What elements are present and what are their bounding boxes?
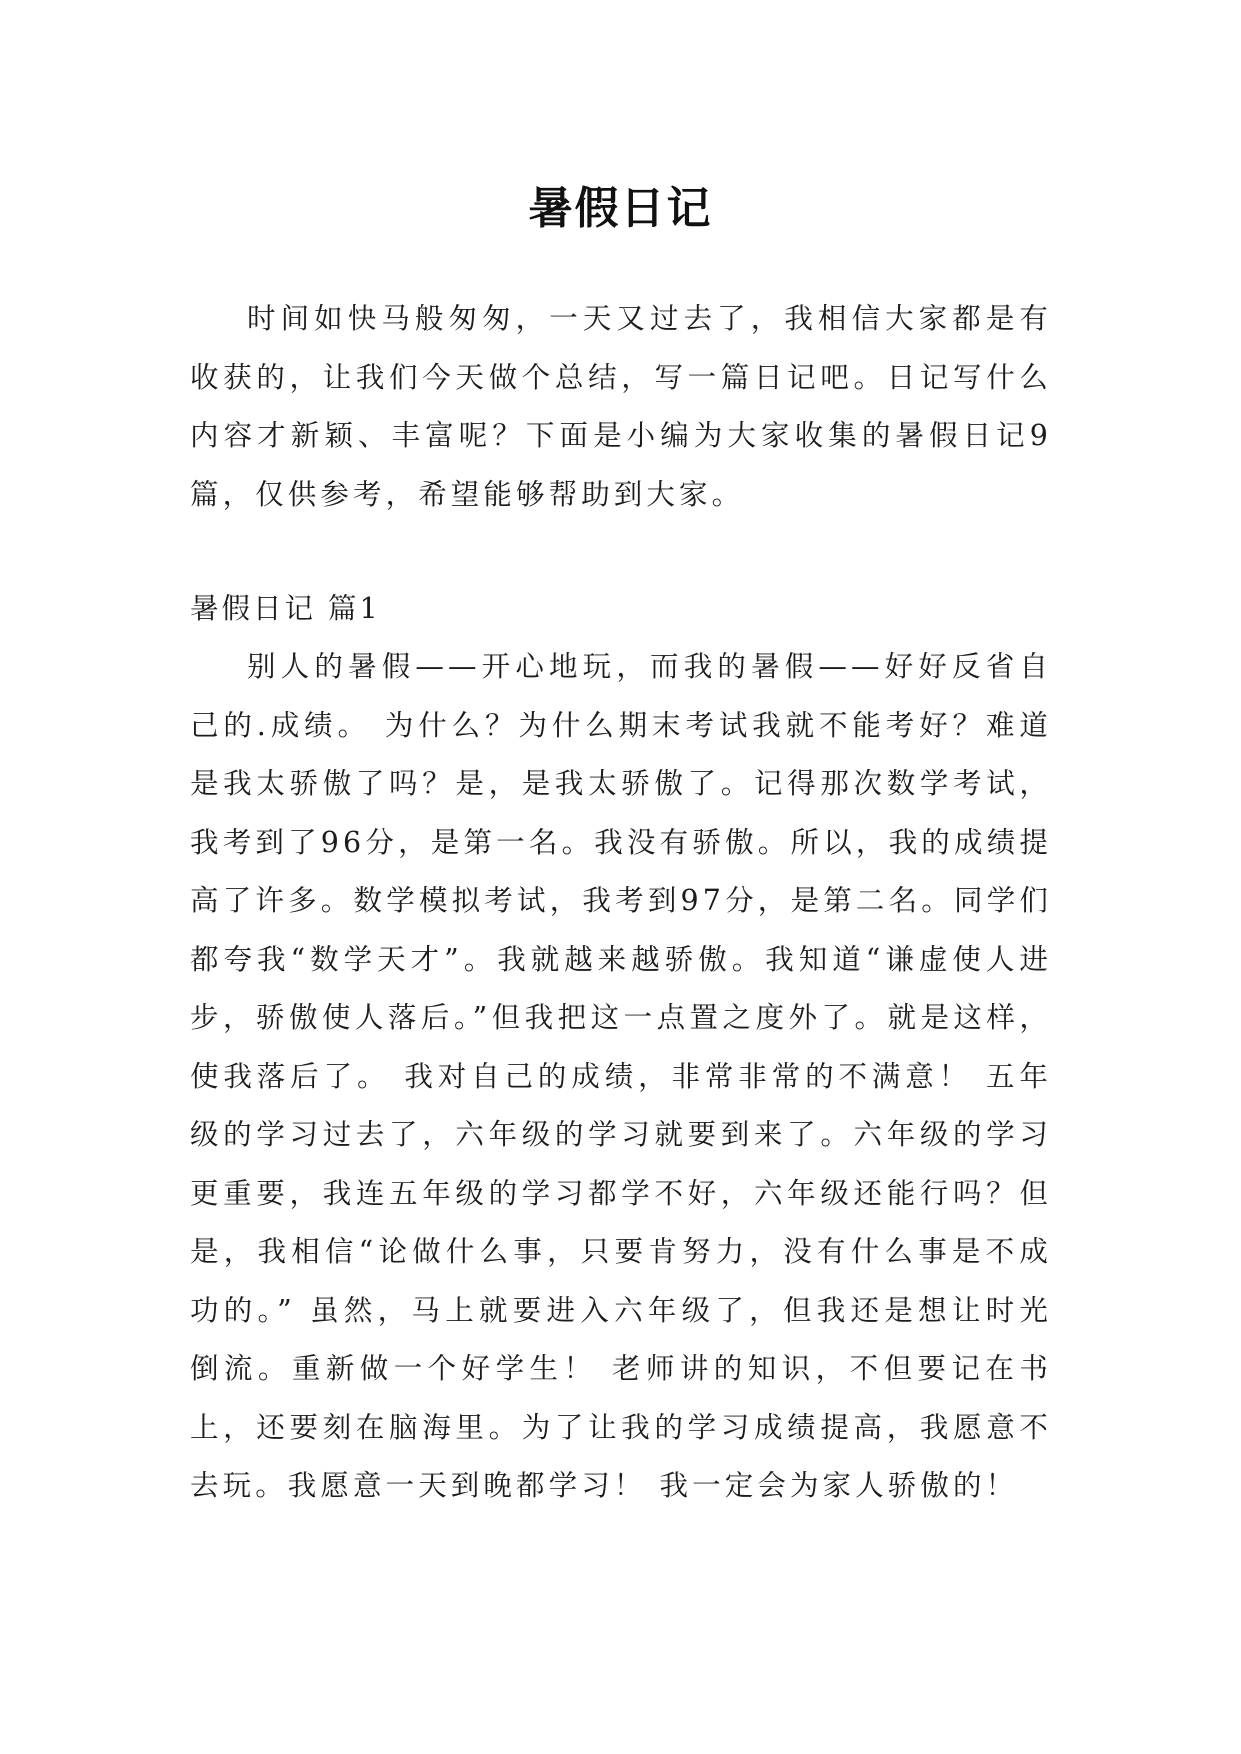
section-body-paragraph: 别人的暑假——开心地玩，而我的暑假——好好反省自己的.成绩。 为什么？为什么期末考试我就不能考好？难道是我太骄傲了吗？是，是我太骄傲了。记得那次数学考试，我考到了96分，是第一名。我没有骄傲。所以，我的成绩提高了许多。数学模拟考试，我考到97分，是第二名。同学们都夸我“数学天才”。我就越来越骄傲。我知道“谦虚使人进步，骄傲使人落后。”但我把这一点置之度外了。就是这样，使我落后了。 我对自己的成绩，非常非常的不满意！ 五年级的学习过去了，六年级的学习就要到来了。六年级的学习更重要，我连五年级的学习都学不好，六年级还能行吗？但是，我相信“论做什么事，只要肯努力，没有什么事是不成功的。” 虽然，马上就要进入六年级了，但我还是想让时光倒流。重新做一个好学生！ 老师讲的知识，不但要记在书上，还要刻在脑海里。为了让我的学习成绩提高，我愿意不去玩。我愿意一天到晚都学习！ 我一定会为家人骄傲的！ bbox=[190, 650, 1052, 1502]
intro-paragraph: 时间如快马般匆匆，一天又过去了，我相信大家都是有收获的，让我们今天做个总结，写一篇日记吧。日记写什么内容才新颖、丰富呢？下面是小编为大家收集的暑假日记9篇，仅供参考，希望能够帮助到大家。 bbox=[190, 302, 1052, 511]
section-heading: 暑假日记 篇1 bbox=[190, 592, 381, 625]
document-title: 暑假日记 bbox=[528, 183, 713, 235]
